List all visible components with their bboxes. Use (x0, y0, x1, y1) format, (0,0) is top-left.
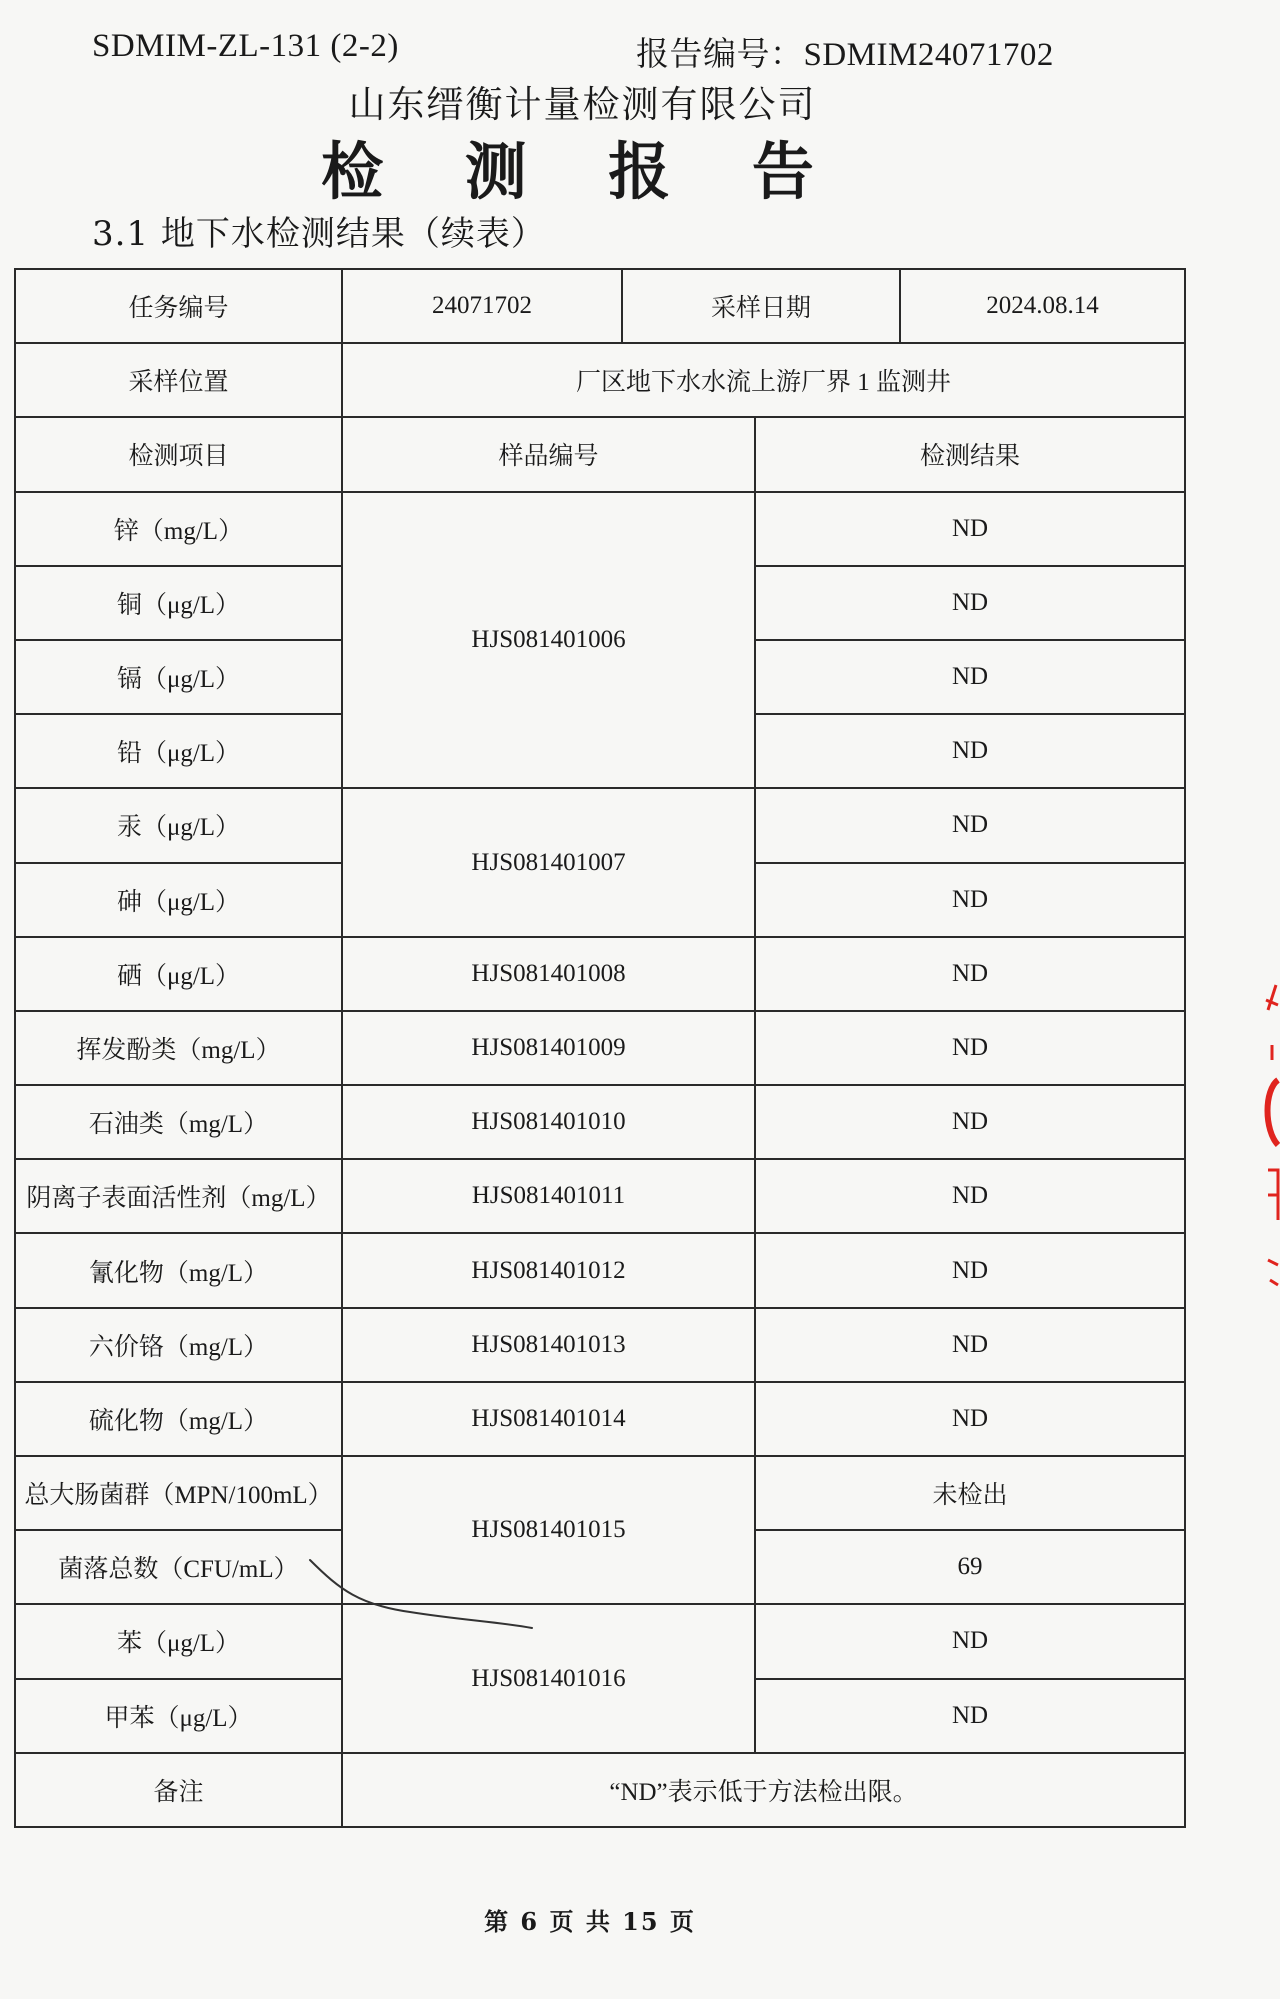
result-cell: ND (755, 863, 1185, 937)
sample-no-cell: HJS081401014 (342, 1382, 755, 1456)
column-header-sample-no: 样品编号 (342, 417, 755, 491)
sample-no-cell: HJS081401009 (342, 1011, 755, 1085)
location-label: 采样位置 (15, 343, 342, 417)
result-cell: ND (755, 1308, 1185, 1382)
report-number: 报告编号：SDMIM24071702 (636, 37, 1054, 73)
result-cell: 69 (755, 1530, 1185, 1604)
result-cell: ND (755, 566, 1185, 640)
sample-no-cell: HJS081401015 (342, 1456, 755, 1604)
remark-row (15, 1753, 1185, 1827)
results-table (14, 268, 1186, 1828)
result-cell: ND (755, 1011, 1185, 1085)
result-cell: ND (755, 1233, 1185, 1307)
sample-no-cell: HJS081401007 (342, 788, 755, 936)
item-cell: 铜（μg/L） (15, 566, 342, 640)
result-cell: ND (755, 1604, 1185, 1678)
sample-date-value: 2024.08.14 (900, 269, 1185, 343)
result-cell: ND (755, 1085, 1185, 1159)
item-cell: 阴离子表面活性剂（mg/L） (15, 1159, 342, 1233)
table-row (15, 1011, 1185, 1085)
item-cell: 锌（mg/L） (15, 492, 342, 566)
result-cell: ND (755, 492, 1185, 566)
result-cell: ND (755, 714, 1185, 788)
result-cell: ND (755, 1382, 1185, 1456)
info-row-location (15, 343, 1185, 417)
result-cell: ND (755, 788, 1185, 862)
table-row (15, 1085, 1185, 1159)
location-value: 厂区地下水水流上游厂界 1 监测井 (342, 343, 1185, 417)
table-row (15, 1233, 1185, 1307)
info-row-task (15, 269, 1185, 343)
item-cell: 铅（μg/L） (15, 714, 342, 788)
sample-no-cell: HJS081401011 (342, 1159, 755, 1233)
item-cell: 挥发酚类（mg/L） (15, 1011, 342, 1085)
item-cell: 六价铬（mg/L） (15, 1308, 342, 1382)
item-cell: 苯（μg/L） (15, 1604, 342, 1678)
result-cell: ND (755, 640, 1185, 714)
item-cell: 甲苯（μg/L） (15, 1679, 342, 1753)
item-cell: 总大肠菌群（MPN/100mL） (15, 1456, 342, 1530)
sample-no-cell: HJS081401008 (342, 937, 755, 1011)
table-row (15, 788, 1185, 862)
remark-label: 备注 (15, 1753, 342, 1827)
item-cell: 硒（μg/L） (15, 937, 342, 1011)
table-row (15, 937, 1185, 1011)
result-cell: ND (755, 1679, 1185, 1753)
item-cell: 汞（μg/L） (15, 788, 342, 862)
item-cell: 菌落总数（CFU/mL） (15, 1530, 342, 1604)
item-cell: 氰化物（mg/L） (15, 1233, 342, 1307)
result-cell: ND (755, 937, 1185, 1011)
task-no-value: 24071702 (342, 269, 622, 343)
section-title: 3.1 地下水检测结果（续表） (92, 214, 546, 254)
column-header-row (15, 417, 1185, 491)
sample-no-cell: HJS081401016 (342, 1604, 755, 1752)
task-no-label: 任务编号 (15, 269, 342, 343)
document-title: 检 测 报 告 (321, 135, 844, 208)
item-cell: 石油类（mg/L） (15, 1085, 342, 1159)
column-header-result: 检测结果 (755, 417, 1185, 491)
result-cell: ND (755, 1159, 1185, 1233)
form-code: SDMIM-ZL-131 (2-2) (92, 28, 399, 64)
table-row (15, 1456, 1185, 1530)
sample-no-cell: HJS081401006 (342, 492, 755, 789)
page-footer: 第 6 页 共 15 页 (484, 1907, 696, 1936)
table-row (15, 1604, 1185, 1678)
remark-text: “ND”表示低于方法检出限。 (342, 1753, 1185, 1827)
result-cell: 未检出 (755, 1456, 1185, 1530)
item-cell: 硫化物（mg/L） (15, 1382, 342, 1456)
table-row (15, 1382, 1185, 1456)
sample-date-label: 采样日期 (622, 269, 900, 343)
pen-stroke-mark (300, 1550, 540, 1640)
item-cell: 镉（μg/L） (15, 640, 342, 714)
sample-no-cell: HJS081401012 (342, 1233, 755, 1307)
item-cell: 砷（μg/L） (15, 863, 342, 937)
table-row (15, 1308, 1185, 1382)
column-header-item: 检测项目 (15, 417, 342, 491)
table-row (15, 492, 1185, 566)
stamp-fragment (1262, 980, 1280, 1300)
sample-no-cell: HJS081401010 (342, 1085, 755, 1159)
sample-no-cell: HJS081401013 (342, 1308, 755, 1382)
table-row (15, 1159, 1185, 1233)
company-name: 山东缙衡计量检测有限公司 (348, 83, 817, 126)
